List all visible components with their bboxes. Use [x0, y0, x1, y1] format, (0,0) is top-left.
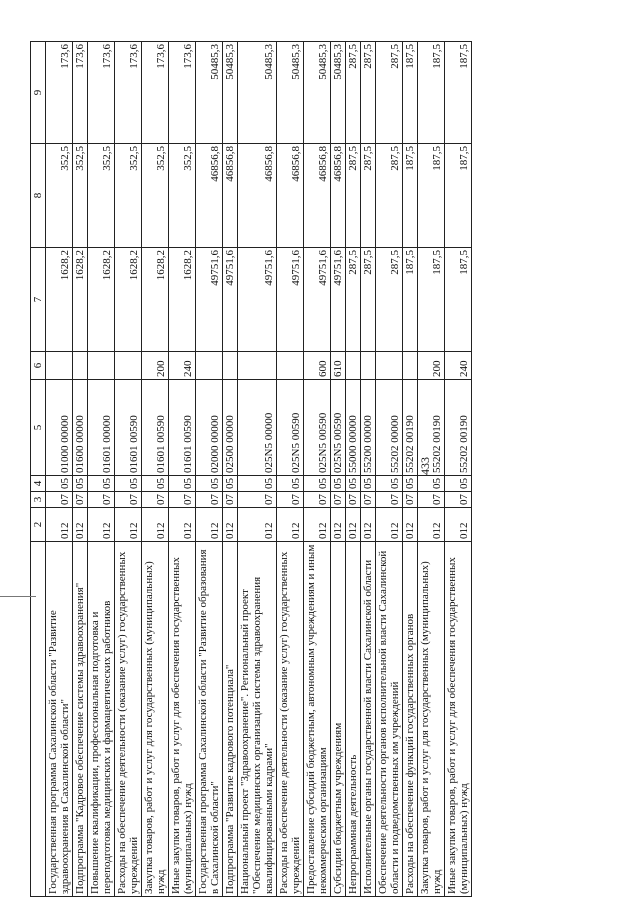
ministry-code-cell: 012 — [418, 508, 445, 542]
amount-year1-cell: 1628,2 — [46, 248, 73, 352]
section-cell: 07 — [361, 492, 376, 508]
expense-type-cell: 200 — [142, 352, 169, 380]
section-cell: 07 — [115, 492, 142, 508]
amount-year2-cell: 352,5 — [169, 144, 196, 248]
ministry-code-cell: 012 — [346, 508, 361, 542]
table-row — [196, 42, 223, 897]
section-cell: 07 — [88, 492, 115, 508]
row-name-cell: Непрограммная деятельность — [346, 542, 361, 897]
amount-year3-cell: 187,5 — [445, 42, 472, 144]
row-name-cell: Обеспечение деятельности органов исполнительной власти Сахалинской области и подведомственных им учреждений — [376, 542, 403, 897]
amount-year3-cell: 173,6 — [73, 42, 88, 144]
amount-year1-cell: 49751,6 — [238, 248, 277, 352]
row-name-cell: Государственная программа Сахалинской области "Развитие здравоохранения в Сахалинской области" — [46, 542, 73, 897]
table-row — [304, 42, 331, 897]
margin-mark — [0, 596, 36, 597]
amount-year2-cell: 352,5 — [73, 144, 88, 248]
amount-year2-cell: 46856,8 — [304, 144, 331, 248]
amount-year3-cell: 187,5 — [403, 42, 418, 144]
row-name-cell: Исполнительные органы государственной власти Сахалинской области — [361, 542, 376, 897]
amount-year3-cell: 173,6 — [169, 42, 196, 144]
column-header — [31, 542, 46, 897]
amount-year1-cell: 49751,6 — [223, 248, 238, 352]
expense-type-cell — [277, 352, 304, 380]
row-name-cell: Расходы на обеспечение деятельности (оказание услуг) государственных учреждений — [115, 542, 142, 897]
column-header: 3 — [31, 492, 46, 508]
subsection-cell: 05 — [142, 476, 169, 492]
target-article-cell: 025N5 00590 — [331, 380, 346, 476]
table-row — [88, 42, 115, 897]
amount-year2-cell: 46856,8 — [277, 144, 304, 248]
table-row — [73, 42, 88, 897]
target-article-cell: 01601 00590 — [115, 380, 142, 476]
amount-year1-cell: 49751,6 — [331, 248, 346, 352]
amount-year3-cell: 50485,3 — [238, 42, 277, 144]
subsection-cell: 05 — [46, 476, 73, 492]
table-body — [46, 42, 472, 897]
column-header: 6 — [31, 352, 46, 380]
table-row — [46, 42, 73, 897]
row-name-cell: Закупка товаров, работ и услуг для государственных (муниципальных) нужд — [418, 542, 445, 897]
target-article-cell: 55000 00000 — [346, 380, 361, 476]
amount-year1-cell: 49751,6 — [277, 248, 304, 352]
amount-year2-cell: 187,5 — [445, 144, 472, 248]
amount-year3-cell: 173,6 — [88, 42, 115, 144]
target-article-cell: 01601 00590 — [169, 380, 196, 476]
target-article-cell: 01601 00000 — [88, 380, 115, 476]
amount-year1-cell: 187,5 — [403, 248, 418, 352]
target-article-cell: 025N5 00590 — [277, 380, 304, 476]
expense-type-cell — [376, 352, 403, 380]
target-article-cell: 01601 00590 — [142, 380, 169, 476]
table-row — [238, 42, 277, 897]
subsection-cell: 05 — [238, 476, 277, 492]
column-header: 7 — [31, 248, 46, 352]
expense-type-cell — [88, 352, 115, 380]
section-cell: 07 — [73, 492, 88, 508]
amount-year1-cell: 1628,2 — [88, 248, 115, 352]
expense-type-cell — [73, 352, 88, 380]
amount-year1-cell: 287,5 — [376, 248, 403, 352]
expense-type-cell: 240 — [169, 352, 196, 380]
amount-year2-cell: 46856,8 — [331, 144, 346, 248]
amount-year2-cell: 287,5 — [376, 144, 403, 248]
expense-type-cell: 600 — [304, 352, 331, 380]
amount-year3-cell: 50485,3 — [304, 42, 331, 144]
column-header: 4 — [31, 476, 46, 492]
subsection-cell: 05 — [331, 476, 346, 492]
amount-year1-cell: 1628,2 — [73, 248, 88, 352]
amount-year3-cell: 287,5 — [361, 42, 376, 144]
ministry-code-cell: 012 — [142, 508, 169, 542]
amount-year3-cell: 173,6 — [46, 42, 73, 144]
amount-year1-cell: 49751,6 — [196, 248, 223, 352]
amount-year3-cell: 50485,3 — [196, 42, 223, 144]
amount-year1-cell: 1628,2 — [115, 248, 142, 352]
column-header: 2 — [31, 508, 46, 542]
ministry-code-cell: 012 — [88, 508, 115, 542]
row-name-cell: Подпрограмма "Кадровое обеспечение системы здравоохранения" — [73, 542, 88, 897]
subsection-cell: 05 — [346, 476, 361, 492]
budget-table — [30, 41, 472, 897]
subsection-cell: 05 — [418, 476, 445, 492]
ministry-code-cell: 012 — [169, 508, 196, 542]
ministry-code-cell: 012 — [46, 508, 73, 542]
table-row — [418, 42, 445, 897]
section-cell: 07 — [142, 492, 169, 508]
column-header: 8 — [31, 144, 46, 248]
subsection-cell: 05 — [277, 476, 304, 492]
target-article-cell: 55202 00190 — [418, 380, 445, 476]
amount-year3-cell: 50485,3 — [331, 42, 346, 144]
amount-year2-cell: 352,5 — [46, 144, 73, 248]
row-name-cell: Национальный проект "Здравоохранение". Региональный проект "Обеспечение медицинских организаций системы здравоохранения квалифицированными кадрами" — [238, 542, 277, 897]
amount-year3-cell: 287,5 — [346, 42, 361, 144]
subsection-cell: 05 — [223, 476, 238, 492]
table-row — [403, 42, 418, 897]
amount-year2-cell: 46856,8 — [238, 144, 277, 248]
subsection-cell: 05 — [169, 476, 196, 492]
ministry-code-cell: 012 — [376, 508, 403, 542]
amount-year3-cell: 287,5 — [376, 42, 403, 144]
amount-year2-cell: 46856,8 — [196, 144, 223, 248]
amount-year1-cell: 187,5 — [445, 248, 472, 352]
amount-year1-cell: 49751,6 — [304, 248, 331, 352]
expense-type-cell — [223, 352, 238, 380]
subsection-cell: 05 — [445, 476, 472, 492]
subsection-cell: 05 — [88, 476, 115, 492]
amount-year2-cell: 352,5 — [88, 144, 115, 248]
subsection-cell: 05 — [196, 476, 223, 492]
subsection-cell: 05 — [304, 476, 331, 492]
expense-type-cell — [403, 352, 418, 380]
table-row — [142, 42, 169, 897]
target-article-cell: 55200 00000 — [361, 380, 376, 476]
target-article-cell: 01000 00000 — [46, 380, 73, 476]
amount-year2-cell: 287,5 — [346, 144, 361, 248]
row-name-cell: Подпрограмма "Развитие кадрового потенциала" — [223, 542, 238, 897]
target-article-cell: 55202 00190 — [403, 380, 418, 476]
section-cell: 07 — [445, 492, 472, 508]
section-cell: 07 — [403, 492, 418, 508]
section-cell: 07 — [196, 492, 223, 508]
subsection-cell: 05 — [403, 476, 418, 492]
table-row — [277, 42, 304, 897]
amount-year2-cell: 187,5 — [403, 144, 418, 248]
section-cell: 07 — [304, 492, 331, 508]
target-article-cell: 55202 00190 — [445, 380, 472, 476]
subsection-cell: 05 — [376, 476, 403, 492]
column-header: 9 — [31, 42, 46, 144]
target-article-cell: 02000 00000 — [196, 380, 223, 476]
section-cell: 07 — [277, 492, 304, 508]
amount-year1-cell: 187,5 — [418, 248, 445, 352]
amount-year3-cell: 173,6 — [142, 42, 169, 144]
subsection-cell: 05 — [115, 476, 142, 492]
section-cell: 07 — [223, 492, 238, 508]
table-row — [376, 42, 403, 897]
table-row — [331, 42, 346, 897]
ministry-code-cell: 012 — [304, 508, 331, 542]
table-row — [223, 42, 238, 897]
ministry-code-cell: 012 — [445, 508, 472, 542]
section-cell: 07 — [331, 492, 346, 508]
amount-year2-cell: 352,5 — [115, 144, 142, 248]
target-article-cell: 02500 00000 — [223, 380, 238, 476]
subsection-cell: 05 — [73, 476, 88, 492]
page-number: 433 — [418, 457, 432, 475]
table-row — [169, 42, 196, 897]
ministry-code-cell: 012 — [115, 508, 142, 542]
amount-year1-cell: 287,5 — [361, 248, 376, 352]
ministry-code-cell: 012 — [238, 508, 277, 542]
amount-year2-cell: 46856,8 — [223, 144, 238, 248]
row-name-cell: Закупка товаров, работ и услуг для государственных (муниципальных) нужд — [142, 542, 169, 897]
section-cell: 07 — [418, 492, 445, 508]
amount-year3-cell: 50485,3 — [223, 42, 238, 144]
expense-type-cell — [115, 352, 142, 380]
ministry-code-cell: 012 — [73, 508, 88, 542]
amount-year2-cell: 352,5 — [142, 144, 169, 248]
column-header: 5 — [31, 380, 46, 476]
target-article-cell: 025N5 00590 — [304, 380, 331, 476]
amount-year2-cell: 187,5 — [418, 144, 445, 248]
section-cell: 07 — [376, 492, 403, 508]
table-row — [346, 42, 361, 897]
ministry-code-cell: 012 — [403, 508, 418, 542]
expense-type-cell — [196, 352, 223, 380]
expense-type-cell — [361, 352, 376, 380]
amount-year1-cell: 1628,2 — [142, 248, 169, 352]
row-name-cell: Расходы на обеспечение функций государственных органов — [403, 542, 418, 897]
row-name-cell: Расходы на обеспечение деятельности (оказание услуг) государственных учреждений — [277, 542, 304, 897]
ministry-code-cell: 012 — [361, 508, 376, 542]
target-article-cell: 01600 00000 — [73, 380, 88, 476]
table-row — [361, 42, 376, 897]
row-name-cell: Повышение квалификации, профессиональная подготовка и переподготовка медицинских и фармацевтических работников — [88, 542, 115, 897]
amount-year1-cell: 1628,2 — [169, 248, 196, 352]
expense-type-cell — [238, 352, 277, 380]
ministry-code-cell: 012 — [277, 508, 304, 542]
expense-type-cell — [46, 352, 73, 380]
row-name-cell: Государственная программа Сахалинской области "Развитие образования в Сахалинской области" — [196, 542, 223, 897]
ministry-code-cell: 012 — [223, 508, 238, 542]
subsection-cell: 05 — [361, 476, 376, 492]
table-row — [115, 42, 142, 897]
ministry-code-cell: 012 — [196, 508, 223, 542]
row-name-cell: Предоставление субсидий бюджетным, автономным учреждениям и иным некоммерческим организациям — [304, 542, 331, 897]
row-name-cell: Иные закупки товаров, работ и услуг для обеспечения государственных (муниципальных) нужд — [445, 542, 472, 897]
expense-type-cell: 200 — [418, 352, 445, 380]
amount-year3-cell: 173,6 — [115, 42, 142, 144]
amount-year1-cell: 287,5 — [346, 248, 361, 352]
amount-year3-cell: 187,5 — [418, 42, 445, 144]
expense-type-cell — [346, 352, 361, 380]
amount-year2-cell: 287,5 — [361, 144, 376, 248]
expense-type-cell: 240 — [445, 352, 472, 380]
target-article-cell: 025N5 00000 — [238, 380, 277, 476]
section-cell: 07 — [346, 492, 361, 508]
header-row — [31, 42, 46, 897]
table-row — [445, 42, 472, 897]
section-cell: 07 — [46, 492, 73, 508]
ministry-code-cell: 012 — [331, 508, 346, 542]
row-name-cell: Субсидии бюджетным учреждениям — [331, 542, 346, 897]
section-cell: 07 — [238, 492, 277, 508]
target-article-cell: 55202 00000 — [376, 380, 403, 476]
row-name-cell: Иные закупки товаров, работ и услуг для обеспечения государственных (муниципальных) нужд — [169, 542, 196, 897]
expense-type-cell: 610 — [331, 352, 346, 380]
amount-year3-cell: 50485,3 — [277, 42, 304, 144]
section-cell: 07 — [169, 492, 196, 508]
